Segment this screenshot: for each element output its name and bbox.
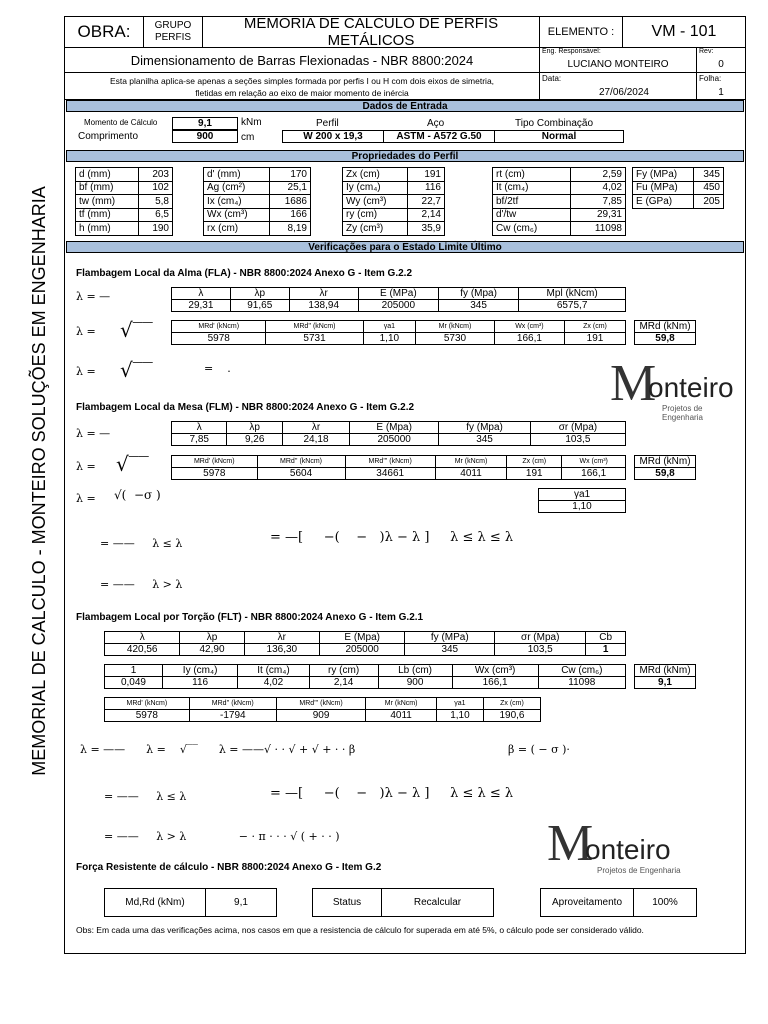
obs-note: Obs: Em cada uma das verificações acima, nos casos em que a resistencia de cálculo for superada em até 5%, o cálculo pode ser considerado válido.: [76, 925, 644, 935]
table-header: Wx (cm³): [494, 321, 564, 333]
momento-value: 9,1: [172, 117, 238, 130]
section-bar-entrada: Dados de Entrada: [66, 100, 744, 112]
prop-label: Zy (cm³): [343, 222, 408, 236]
table-cell: 0,049: [105, 677, 163, 689]
prop-value: 102: [138, 181, 172, 195]
prop-table-4: [492, 167, 626, 236]
flt-table-row1: [104, 631, 626, 656]
fla-mrd-value: 59,8: [635, 333, 696, 345]
prop-row: [633, 195, 724, 209]
prop-label: Fy (MPa): [633, 168, 694, 182]
flt-formula-beta: β = ( − σ )·: [508, 743, 570, 756]
aco-value: ASTM - A572 G.50: [383, 130, 495, 143]
prop-value: 116: [408, 181, 445, 195]
flt-formula-cases-2: = —[ −( − )λ − λ ] λ ≤ λ ≤ λ: [270, 786, 514, 801]
flm-formula-cases-2: = —[ −( − )λ − λ ] λ ≤ λ ≤ λ: [270, 530, 514, 545]
table-cell: 345: [405, 644, 495, 656]
prop-row: [204, 181, 311, 195]
flt-table-row3: [104, 697, 541, 722]
prop-value: 5,8: [138, 195, 172, 209]
prop-label: Wx (cm³): [204, 208, 270, 222]
prop-value: 166: [270, 208, 311, 222]
aprov-label: Aproveitamento: [540, 888, 634, 917]
tipo-label: Tipo Combinação: [515, 118, 594, 129]
table-header: E (MPa): [358, 288, 438, 300]
flm-table-row1: [171, 421, 626, 446]
prop-label: rx (cm): [204, 222, 270, 236]
prop-label: Zx (cm): [343, 168, 408, 182]
fla-formula-lambda: λ = —: [76, 290, 111, 303]
rev-cell: [696, 47, 746, 73]
prop-table-3: [342, 167, 445, 236]
table-cell: 11098: [538, 677, 625, 689]
table-cell: 138,94: [289, 300, 358, 312]
table-header: λ: [172, 288, 231, 300]
prop-row: [343, 168, 445, 182]
prop-value: 4,02: [570, 181, 625, 195]
table-header: λ: [172, 422, 227, 434]
prop-table-5: [632, 167, 724, 209]
prop-label: It (cm₄): [493, 181, 571, 195]
table-cell: 2,14: [309, 677, 378, 689]
flt-formula-lambda: λ = —— λ = √‾‾ λ = ——√ · · √ + √ + · · β: [80, 743, 356, 756]
table-cell: 1,10: [363, 333, 416, 345]
table-cell: 1: [586, 644, 626, 656]
flm-mrd-value: 59,8: [635, 468, 696, 480]
flm-ga-header: γa1: [539, 489, 626, 501]
table-cell: 191: [507, 468, 562, 480]
perfil-value: W 200 x 19,3: [282, 130, 384, 143]
flm-formula-lambdap: λ =: [76, 460, 96, 473]
table-cell: 24,18: [282, 434, 349, 446]
perfil-label: Perfil: [316, 118, 339, 129]
table-cell: 29,31: [172, 300, 231, 312]
flm-title: Flambagem Local da Mesa (FLM) - NBR 8800:2024 Anexo G - Item G.2.2: [76, 402, 415, 413]
comprimento-value: 900: [172, 130, 238, 143]
prop-label: Ag (cm²): [204, 181, 270, 195]
prop-value: 29,31: [570, 208, 625, 222]
table-cell: 116: [162, 677, 237, 689]
prop-value: 22,7: [408, 195, 445, 209]
eng-cell: [539, 47, 697, 73]
table-header: fy (Mpa): [439, 422, 531, 434]
prop-value: 450: [694, 181, 724, 195]
doc-title: MEMORIA DE CALCULO DE PERFIS METÁLICOS: [202, 16, 540, 48]
table-header: MRd' (kNcm): [105, 698, 190, 710]
table-cell: 4011: [435, 468, 506, 480]
prop-row: [493, 208, 626, 222]
flt-mrd-value: 9,1: [635, 677, 696, 689]
table-cell: 5978: [172, 468, 258, 480]
prop-label: Cw (cm₆): [493, 222, 571, 236]
flt-formula-cases-3: = —— λ > λ − · π · · · √ ( + · · ): [104, 830, 340, 843]
table-cell: 205000: [320, 644, 405, 656]
prop-row: [493, 168, 626, 182]
table-header: Cb: [586, 632, 626, 644]
prop-row: [493, 195, 626, 209]
table-header: λp: [180, 632, 244, 644]
prop-row: [76, 208, 173, 222]
flm-formula-lambda: λ = —: [76, 427, 111, 440]
table-header: γa1: [363, 321, 416, 333]
prop-row: [343, 195, 445, 209]
table-header: λr: [289, 288, 358, 300]
prop-value: 7,85: [570, 195, 625, 209]
table-cell: 6575,7: [519, 300, 626, 312]
prop-value: 203: [138, 168, 172, 182]
prop-row: [633, 181, 724, 195]
prop-row: [633, 168, 724, 182]
aco-label: Aço: [427, 118, 445, 129]
table-header: ry (cm): [309, 665, 378, 677]
logo-m-icon: M: [547, 815, 594, 872]
table-cell: 9,26: [227, 434, 282, 446]
table-cell: 345: [439, 434, 531, 446]
flm-table-row2: [171, 455, 626, 480]
table-header: E (Mpa): [320, 632, 405, 644]
prop-value: 191: [408, 168, 445, 182]
prop-value: 345: [694, 168, 724, 182]
data-label: Data:: [542, 74, 562, 83]
table-cell: -1794: [189, 710, 276, 722]
prop-row: [204, 168, 311, 182]
prop-value: 6,5: [138, 208, 172, 222]
prop-row: [76, 222, 173, 236]
folha-label: Folha:: [699, 74, 722, 83]
status-label: Status: [312, 888, 382, 917]
prop-value: 190: [138, 222, 172, 236]
table-cell: 900: [378, 677, 452, 689]
table-header: Mr (kNcm): [416, 321, 495, 333]
table-header: MRd'' (kNcm): [257, 456, 345, 468]
prop-label: d (mm): [76, 168, 139, 182]
table-cell: 345: [438, 300, 518, 312]
prop-label: tf (mm): [76, 208, 139, 222]
side-title: MEMORIAL DE CALCULO - MONTEIRO SOLUÇÕES EM ENGENHARIA: [29, 186, 49, 776]
doc-subtitle: Dimensionamento de Barras Flexionadas - NBR 8800:2024: [64, 47, 540, 73]
fla-eq: = .: [204, 362, 231, 375]
flm-ga-value: 1,10: [539, 501, 626, 513]
prop-row: [76, 195, 173, 209]
table-cell: 103,5: [530, 434, 625, 446]
prop-value: 170: [270, 168, 311, 182]
table-header: E (Mpa): [350, 422, 439, 434]
table-cell: 34661: [345, 468, 435, 480]
data-cell: [539, 72, 697, 100]
prop-label: E (GPa): [633, 195, 694, 209]
table-header: Mr (kNcm): [435, 456, 506, 468]
table-header: MRd' (kNcm): [172, 321, 266, 333]
table-header: Zx (cm): [507, 456, 562, 468]
flm-sqrt-1: √‾‾: [116, 452, 149, 476]
scope-note: [64, 72, 540, 100]
prop-row: [204, 222, 311, 236]
table-cell: 205000: [350, 434, 439, 446]
monteiro-logo-2: [547, 815, 687, 880]
prop-label: rt (cm): [493, 168, 571, 182]
prop-label: d' (mm): [204, 168, 270, 182]
scope-note-line2: fletidas em relação ao eixo de maior momento de inércia: [195, 88, 409, 98]
table-header: σr (Mpa): [530, 422, 625, 434]
table-header: MRd''' (kNcm): [345, 456, 435, 468]
prop-row: [76, 181, 173, 195]
prop-row: [204, 195, 311, 209]
flm-formula-lambdar: λ =: [76, 492, 96, 505]
table-cell: 5978: [105, 710, 190, 722]
prop-value: 35,9: [408, 222, 445, 236]
prop-value: 25,1: [270, 181, 311, 195]
rev-value: 0: [718, 59, 724, 70]
table-cell: 166,1: [494, 333, 564, 345]
table-cell: 5731: [266, 333, 363, 345]
prop-row: [343, 222, 445, 236]
prop-value: 8,19: [270, 222, 311, 236]
prop-value: 205: [694, 195, 724, 209]
prop-value: 11098: [570, 222, 625, 236]
prop-value: 1686: [270, 195, 311, 209]
prop-label: Wy (cm³): [343, 195, 408, 209]
flt-mrd-header: MRd (kNm): [635, 665, 696, 677]
table-header: It (cm₄): [238, 665, 309, 677]
aprov-value: 100%: [633, 888, 697, 917]
table-cell: 42,90: [180, 644, 244, 656]
table-header: Zx (cm): [483, 698, 540, 710]
table-cell: 103,5: [495, 644, 586, 656]
table-cell: 136,30: [244, 644, 319, 656]
elemento-value: VM - 101: [622, 16, 746, 48]
scope-note-line1: Esta planilha aplica-se apenas a seções simples formada por perfis I ou H com dois eixos de simetria,: [109, 76, 495, 86]
table-header: Iy (cm₄): [162, 665, 237, 677]
flm-ga-table: [538, 488, 626, 513]
prop-value: 2,14: [408, 208, 445, 222]
table-cell: 1,10: [436, 710, 483, 722]
table-cell: 191: [565, 333, 626, 345]
table-cell: 166,1: [452, 677, 538, 689]
flm-formula-cases-1: = —— λ ≤ λ: [100, 537, 183, 550]
table-header: λp: [230, 288, 289, 300]
fla-mrd-table: [634, 320, 696, 345]
table-cell: 91,65: [230, 300, 289, 312]
prop-label: bf/2tf: [493, 195, 571, 209]
flt-mrd-table: [634, 664, 696, 689]
prop-row: [493, 181, 626, 195]
momento-label: Momento de Cálculo: [84, 118, 158, 127]
prop-label: ry (cm): [343, 208, 408, 222]
table-cell: 909: [276, 710, 366, 722]
prop-row: [76, 168, 173, 182]
prop-label: tw (mm): [76, 195, 139, 209]
table-cell: 190,6: [483, 710, 540, 722]
fla-sqrt-2: √‾‾: [120, 358, 153, 382]
prop-row: [493, 222, 626, 236]
table-header: fy (Mpa): [438, 288, 518, 300]
table-header: Lb (cm): [378, 665, 452, 677]
logo-tagline: Projetos de Engenharia: [597, 866, 681, 875]
eng-value: LUCIANO MONTEIRO: [567, 59, 669, 70]
table-header: γa1: [436, 698, 483, 710]
data-value: 27/06/2024: [598, 87, 649, 98]
folha-value: 1: [718, 87, 724, 98]
eng-label: Eng. Responsável:: [542, 48, 601, 55]
table-header: Mpl (kNcm): [519, 288, 626, 300]
prop-label: bf (mm): [76, 181, 139, 195]
fla-sqrt-1: √‾‾: [120, 318, 153, 342]
prop-label: Ix (cm₄): [204, 195, 270, 209]
prop-table-2: [203, 167, 311, 236]
flm-mrd-header: MRd (kNm): [635, 456, 696, 468]
table-header: Wx (cm³): [452, 665, 538, 677]
logo-name: onteiro: [648, 372, 734, 403]
prop-label: Iy (cm₄): [343, 181, 408, 195]
comprimento-unit: cm: [241, 132, 255, 143]
table-header: MRd'' (kNcm): [189, 698, 276, 710]
fla-table-row1: [171, 287, 626, 312]
folha-cell: [696, 72, 746, 100]
prop-row: [343, 208, 445, 222]
table-header: 1: [105, 665, 163, 677]
table-cell: 205000: [358, 300, 438, 312]
table-header: σr (Mpa): [495, 632, 586, 644]
table-cell: 4,02: [238, 677, 309, 689]
grupo-label: GRUPO PERFIS: [143, 16, 203, 48]
prop-row: [204, 208, 311, 222]
table-cell: 5604: [257, 468, 345, 480]
flm-formula-cases-3: = —— λ > λ: [100, 578, 183, 591]
table-header: fy (MPa): [405, 632, 495, 644]
prop-value: 2,59: [570, 168, 625, 182]
fla-table-row2: [171, 320, 626, 345]
table-header: Mr (kNcm): [366, 698, 437, 710]
prop-label: Fu (MPa): [633, 181, 694, 195]
comprimento-label: Comprimento: [78, 131, 139, 142]
prop-label: h (mm): [76, 222, 139, 236]
fla-mrd-header: MRd (kNm): [635, 321, 696, 333]
status-value: Recalcular: [381, 888, 494, 917]
logo-m-icon: M: [610, 355, 657, 412]
fla-title: Flambagem Local da Alma (FLA) - NBR 8800:2024 Anexo G - Item G.2.2: [76, 268, 413, 279]
table-header: MRd' (kNcm): [172, 456, 258, 468]
table-header: λr: [282, 422, 349, 434]
table-cell: 5978: [172, 333, 266, 345]
table-cell: 420,56: [105, 644, 180, 656]
flm-mrd-table: [634, 455, 696, 480]
logo-name: onteiro: [585, 834, 671, 865]
table-header: MRd''' (kNcm): [276, 698, 366, 710]
table-header: Wx (cm³): [562, 456, 626, 468]
flm-sqrt-2: √( −σ ): [114, 488, 161, 502]
prop-row: [343, 181, 445, 195]
logo-tagline: Projetos de Engenharia: [662, 404, 703, 422]
momento-unit: kNm: [241, 117, 262, 128]
prop-label: d'/tw: [493, 208, 571, 222]
table-cell: 4011: [366, 710, 437, 722]
fla-formula-lambdap: λ =: [76, 325, 96, 338]
flt-table-row2: [104, 664, 626, 689]
table-cell: 7,85: [172, 434, 227, 446]
table-cell: 5730: [416, 333, 495, 345]
section-bar-verificacoes: Verificações para o Estado Limite Último: [66, 241, 744, 253]
fla-formula-lambdar: λ =: [76, 365, 96, 378]
flt-title: Flambagem Local por Torção (FLT) - NBR 8800:2024 Anexo G - Item G.2.1: [76, 612, 424, 623]
section-bar-propriedades: Propriedades do Perfil: [66, 150, 744, 162]
table-header: λ: [105, 632, 180, 644]
table-cell: 166,1: [562, 468, 626, 480]
elemento-label: ELEMENTO :: [539, 16, 623, 48]
prop-table-1: [75, 167, 173, 236]
table-header: λr: [244, 632, 319, 644]
forca-title: Força Resistente de cálculo - NBR 8800:2024 Anexo G - Item G.2: [76, 862, 382, 873]
md-label: Md,Rd (kNm): [104, 888, 206, 917]
table-header: Cw (cm₆): [538, 665, 625, 677]
table-header: MRd'' (kNcm): [266, 321, 363, 333]
md-value: 9,1: [205, 888, 277, 917]
table-header: Zx (cm): [565, 321, 626, 333]
table-header: λp: [227, 422, 282, 434]
rev-label: Rev:: [699, 48, 714, 55]
flt-formula-cases-1: = —— λ ≤ λ: [104, 790, 187, 803]
tipo-value: Normal: [494, 130, 624, 143]
monteiro-logo-1: [610, 355, 745, 422]
obra-label: OBRA:: [64, 16, 144, 48]
